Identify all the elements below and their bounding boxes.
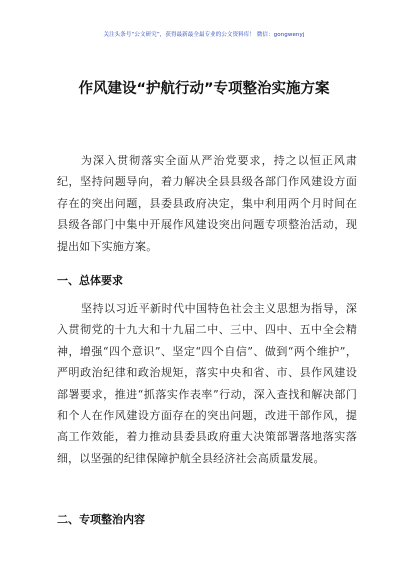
section-heading-general-requirements: 一、总体要求 — [57, 274, 123, 287]
document-title: 作风建设“护航行动”专项整治实施方案 — [78, 81, 330, 97]
general-requirements-paragraph: 坚持以习近平新时代中国特色社会主义思想为指导，深入贯彻党的十九大和十九届二中、三中、四中、五中全会精神，增强“四个意识”、坚定“四个自信”、做到“两个维护”，严明政治纪律和政治规矩，落实中央和省、市、县作风建设部署要求，推进“抓落实作表率”行动，深入查找和解决部门和个人在作风建设方面存在的突出问题，改进干部作风，提高工作效能，着力推动县委县政府重大决策部署落地落实落细，以坚强的纪律保障护航全县经济社会高质量发展。 — [57, 302, 357, 465]
section-heading-rectification-content: 二、专项整治内容 — [57, 513, 145, 526]
header-note: 关注头条号“公文研究”，获得最新最全最专业的公文资料库！ 微信：gongwenyj — [103, 32, 305, 38]
intro-paragraph: 为深入贯彻落实全面从严治党要求，持之以恒正风肃纪，坚持问题导向，着力解决全县县级各部门作风建设方面存在的突出问题，县委县政府决定，集中利用两个月时间在县级各部门中集中开展作风建设突出问题专项整治活动，现提出如下实施方案。 — [57, 154, 357, 253]
